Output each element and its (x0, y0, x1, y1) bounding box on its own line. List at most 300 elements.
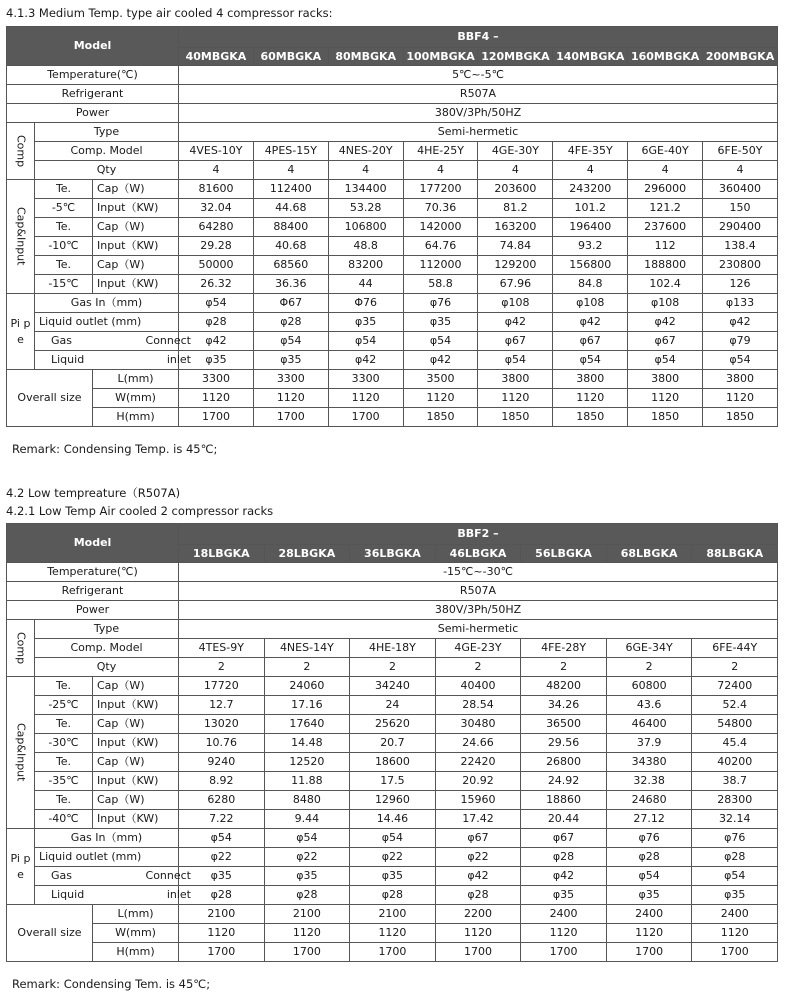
liquid-outlet-value: φ22 (435, 848, 521, 867)
input-value: 17.16 (264, 696, 350, 715)
model-name-header: 140MBGKA (553, 48, 628, 66)
gas-connect-value: φ35 (264, 867, 350, 886)
input-value: 26.32 (179, 275, 254, 294)
cap-value: 40200 (692, 753, 778, 772)
width-value: 1120 (179, 389, 254, 408)
table-row (7, 943, 778, 962)
input-value: 126 (703, 275, 778, 294)
cap-value: 24680 (606, 791, 692, 810)
liquid-inlet-value: φ35 (253, 351, 328, 370)
comp-model-value: 4VES-10Y (179, 142, 254, 161)
cap-label: Cap（W) (93, 791, 179, 810)
table-row (7, 715, 778, 734)
input-label: Input（KW) (93, 275, 179, 294)
input-value: 32.38 (606, 772, 692, 791)
input-value: 121.2 (628, 199, 703, 218)
liquid-inlet-value: φ54 (628, 351, 703, 370)
height-value: 1700 (692, 943, 778, 962)
qty-value: 2 (350, 658, 436, 677)
cap-value: 290400 (703, 218, 778, 237)
table-row (7, 370, 778, 389)
table-row (7, 27, 778, 48)
cap-value: 25620 (350, 715, 436, 734)
cap-value: 237600 (628, 218, 703, 237)
refrigerant-label: Refrigerant (7, 85, 179, 104)
qty-value: 4 (703, 161, 778, 180)
length-value: 2400 (521, 905, 607, 924)
liquid-inlet-value: φ54 (553, 351, 628, 370)
input-value: 9.44 (264, 810, 350, 829)
qty-value: 4 (628, 161, 703, 180)
length-value: 3300 (253, 370, 328, 389)
input-value: 44 (328, 275, 403, 294)
width-value: 1120 (253, 389, 328, 408)
cap-value: 22420 (435, 753, 521, 772)
te-value: -25℃ (35, 696, 93, 715)
comp-model-label: Comp. Model (35, 142, 179, 161)
input-value: 64.76 (403, 237, 478, 256)
liquid-inlet-value: φ28 (435, 886, 521, 905)
gas-connect-value: φ42 (179, 332, 254, 351)
liquid-outlet-value: φ28 (521, 848, 607, 867)
input-value: 138.4 (703, 237, 778, 256)
height-label: H(mm) (93, 943, 179, 962)
table-row (7, 639, 778, 658)
table-row (7, 332, 778, 351)
gas-in-value: φ76 (606, 829, 692, 848)
height-value: 1700 (264, 943, 350, 962)
cap-value: 203600 (478, 180, 553, 199)
height-value: 1700 (253, 408, 328, 427)
temperature-label: Temperature(℃) (7, 66, 179, 85)
input-value: 44.68 (253, 199, 328, 218)
comp-model-value: 4HE-18Y (350, 639, 436, 658)
gas-in-value: Φ67 (253, 294, 328, 313)
qty-label: Qty (35, 658, 179, 677)
liquid-outlet-value: φ42 (478, 313, 553, 332)
gas-connect-value: φ79 (703, 332, 778, 351)
length-value: 3300 (328, 370, 403, 389)
input-value: 70.36 (403, 199, 478, 218)
liquid-inlet-label (35, 886, 191, 905)
input-value: 20.92 (435, 772, 521, 791)
length-value: 2100 (350, 905, 436, 924)
cap-value: 83200 (328, 256, 403, 275)
width-value: 1120 (553, 389, 628, 408)
liquid-inlet-value: φ28 (350, 886, 436, 905)
section1-remark: Remark: Condensing Temp. is 45℃; (12, 442, 218, 456)
height-value: 1700 (179, 408, 254, 427)
length-value: 3800 (478, 370, 553, 389)
qty-value: 2 (179, 658, 265, 677)
overall-size-label: Overall size (7, 905, 93, 962)
length-value: 2400 (692, 905, 778, 924)
height-value: 1700 (606, 943, 692, 962)
length-value: 3800 (628, 370, 703, 389)
gas-in-value: φ133 (703, 294, 778, 313)
section2-heading-main: 4.2 Low tempreature（R507A) (6, 486, 181, 500)
model-name-header: 46LBGKA (435, 545, 521, 563)
table-row (7, 275, 778, 294)
width-value: 1120 (350, 924, 436, 943)
liquid-inlet-value: φ35 (692, 886, 778, 905)
te-label: Te. (35, 753, 93, 772)
model-name-header: 80MBGKA (328, 48, 403, 66)
cap-value: 18860 (521, 791, 607, 810)
length-value: 2200 (435, 905, 521, 924)
input-value: 38.7 (692, 772, 778, 791)
cap-value: 18600 (350, 753, 436, 772)
qty-value: 2 (692, 658, 778, 677)
cap-value: 142000 (403, 218, 478, 237)
model-name-header: 200MBGKA (703, 48, 778, 66)
gas-connect-label (35, 867, 191, 886)
model-name-header: 88LBGKA (692, 545, 778, 563)
table-row (7, 199, 778, 218)
cap-value: 230800 (703, 256, 778, 275)
gas-in-value: φ76 (692, 829, 778, 848)
power-value: 380V/3Ph/50HZ (179, 104, 778, 123)
te-label: Te. (35, 180, 93, 199)
length-value: 2400 (606, 905, 692, 924)
cap-value: 54800 (692, 715, 778, 734)
table-row (7, 582, 778, 601)
cap-value: 72400 (692, 677, 778, 696)
qty-value: 2 (435, 658, 521, 677)
input-value: 37.9 (606, 734, 692, 753)
table-row (7, 408, 778, 427)
width-value: 1120 (328, 389, 403, 408)
comp-type-value: Semi-hermetic (179, 123, 778, 142)
liquid-outlet-value: φ22 (350, 848, 436, 867)
comp-side-label: Comp (7, 620, 35, 677)
input-label: Input（KW) (93, 237, 179, 256)
cap-label: Cap（W) (93, 677, 179, 696)
input-value: 81.2 (478, 199, 553, 218)
input-value: 20.44 (521, 810, 607, 829)
input-value: 14.48 (264, 734, 350, 753)
input-label: Input（KW) (93, 696, 179, 715)
comp-model-value: 4NES-20Y (328, 142, 403, 161)
width-label: W(mm) (93, 389, 179, 408)
table-row (7, 886, 778, 905)
length-value: 3500 (403, 370, 478, 389)
cap-label: Cap（W) (93, 753, 179, 772)
cap-value: 177200 (403, 180, 478, 199)
cap-value: 360400 (703, 180, 778, 199)
gas-connect-value: φ35 (179, 867, 265, 886)
table-row (7, 791, 778, 810)
table-row (7, 734, 778, 753)
cap-label: Cap（W) (93, 180, 179, 199)
cap-label: Cap（W) (93, 256, 179, 275)
qty-value: 2 (606, 658, 692, 677)
liquid-inlet-value: φ35 (606, 886, 692, 905)
width-value: 1120 (703, 389, 778, 408)
gas-connect-label-label-right: Connect (145, 869, 191, 882)
cap-input-side-label: Cap&Input (7, 677, 35, 829)
input-value: 45.4 (692, 734, 778, 753)
table-row (7, 313, 778, 332)
liquid-outlet-value: φ22 (179, 848, 265, 867)
liquid-inlet-value: φ42 (328, 351, 403, 370)
qty-value: 2 (264, 658, 350, 677)
table-row (7, 677, 778, 696)
gas-in-value: φ108 (553, 294, 628, 313)
te-label: Te. (35, 791, 93, 810)
liquid-inlet-value: φ42 (403, 351, 478, 370)
liquid-outlet-value: φ22 (264, 848, 350, 867)
comp-model-value: 4TES-9Y (179, 639, 265, 658)
gas-in-label: Gas In（mm) (35, 294, 179, 313)
gas-connect-label-label-right: Connect (145, 334, 191, 347)
cap-value: 196400 (553, 218, 628, 237)
cap-value: 296000 (628, 180, 703, 199)
qty-value: 4 (478, 161, 553, 180)
table-row (7, 810, 778, 829)
model-name-header: 60MBGKA (253, 48, 328, 66)
model-name-header: 120MBGKA (478, 48, 553, 66)
cap-value: 24060 (264, 677, 350, 696)
table-row (7, 85, 778, 104)
input-label: Input（KW) (93, 734, 179, 753)
comp-model-value: 4PES-15Y (253, 142, 328, 161)
length-value: 3300 (179, 370, 254, 389)
te-value: -5℃ (35, 199, 93, 218)
cap-value: 50000 (179, 256, 254, 275)
cap-value: 15960 (435, 791, 521, 810)
liquid-inlet-label (35, 351, 191, 370)
width-value: 1120 (179, 924, 265, 943)
power-label: Power (7, 601, 179, 620)
width-value: 1120 (521, 924, 607, 943)
pipe-side-label: Pi p e (7, 294, 35, 370)
input-value: 36.36 (253, 275, 328, 294)
input-value: 14.46 (350, 810, 436, 829)
height-value: 1700 (521, 943, 607, 962)
te-value: -35℃ (35, 772, 93, 791)
input-value: 27.12 (606, 810, 692, 829)
table-row (7, 753, 778, 772)
te-label: Te. (35, 256, 93, 275)
input-value: 58.8 (403, 275, 478, 294)
section1-heading: 4.1.3 Medium Temp. type air cooled 4 compressor racks: (6, 6, 333, 20)
gas-connect-value: φ54 (606, 867, 692, 886)
input-value: 40.68 (253, 237, 328, 256)
cap-value: 112400 (253, 180, 328, 199)
overall-size-label: Overall size (7, 370, 93, 427)
input-value: 17.5 (350, 772, 436, 791)
gas-in-value: φ67 (521, 829, 607, 848)
comp-model-value: 6GE-40Y (628, 142, 703, 161)
input-value: 10.76 (179, 734, 265, 753)
height-value: 1700 (350, 943, 436, 962)
liquid-inlet-value: φ54 (703, 351, 778, 370)
qty-value: 4 (253, 161, 328, 180)
table-row (7, 696, 778, 715)
height-value: 1850 (403, 408, 478, 427)
liquid-outlet-value: φ28 (606, 848, 692, 867)
cap-value: 13020 (179, 715, 265, 734)
input-value: 17.42 (435, 810, 521, 829)
height-value: 1700 (328, 408, 403, 427)
height-value: 1700 (179, 943, 265, 962)
height-value: 1850 (703, 408, 778, 427)
gas-connect-value: φ67 (478, 332, 553, 351)
comp-model-value: 4GE-30Y (478, 142, 553, 161)
liquid-inlet-label-label-right: inlet (166, 888, 191, 901)
liquid-inlet-value: φ54 (478, 351, 553, 370)
liquid-outlet-label: Liquid outlet (mm) (35, 848, 179, 867)
input-value: 20.7 (350, 734, 436, 753)
width-value: 1120 (264, 924, 350, 943)
comp-model-value: 6GE-34Y (606, 639, 692, 658)
table-row (7, 601, 778, 620)
cap-value: 28300 (692, 791, 778, 810)
input-value: 24.66 (435, 734, 521, 753)
power-value: 380V/3Ph/50HZ (179, 601, 778, 620)
model-name-header: 28LBGKA (264, 545, 350, 563)
refrigerant-value: R507A (179, 85, 778, 104)
input-value: 11.88 (264, 772, 350, 791)
liquid-inlet-label-label-left: Liquid (51, 353, 85, 366)
liquid-inlet-value: φ28 (179, 886, 265, 905)
table-row (7, 237, 778, 256)
section2-heading: 4.2.1 Low Temp Air cooled 2 compressor racks (6, 504, 274, 518)
cap-value: 9240 (179, 753, 265, 772)
input-value: 84.8 (553, 275, 628, 294)
length-label: L(mm) (93, 370, 179, 389)
table-row (7, 256, 778, 275)
cap-label: Cap（W) (93, 715, 179, 734)
input-value: 102.4 (628, 275, 703, 294)
input-value: 48.8 (328, 237, 403, 256)
model-header: Model (7, 524, 179, 563)
comp-model-value: 4FE-28Y (521, 639, 607, 658)
gas-connect-label (35, 332, 191, 351)
cap-value: 34240 (350, 677, 436, 696)
width-value: 1120 (403, 389, 478, 408)
length-value: 2100 (264, 905, 350, 924)
cap-value: 156800 (553, 256, 628, 275)
table-row (7, 905, 778, 924)
cap-value: 36500 (521, 715, 607, 734)
table-row (7, 351, 778, 370)
liquid-inlet-value: φ28 (264, 886, 350, 905)
input-value: 28.54 (435, 696, 521, 715)
input-value: 32.04 (179, 199, 254, 218)
gas-connect-label-label-left: Gas (51, 869, 72, 882)
height-label: H(mm) (93, 408, 179, 427)
height-value: 1850 (553, 408, 628, 427)
cap-value: 40400 (435, 677, 521, 696)
input-value: 74.84 (478, 237, 553, 256)
gas-connect-value: φ42 (435, 867, 521, 886)
cap-value: 12520 (264, 753, 350, 772)
comp-side-label: Comp (7, 123, 35, 180)
liquid-outlet-value: φ35 (403, 313, 478, 332)
cap-value: 17640 (264, 715, 350, 734)
liquid-outlet-value: φ42 (703, 313, 778, 332)
comp-type-label: Type (35, 123, 179, 142)
liquid-inlet-value: φ35 (521, 886, 607, 905)
input-label: Input（KW) (93, 199, 179, 218)
table-row (7, 294, 778, 313)
gas-in-value: φ54 (264, 829, 350, 848)
model-name-header: 100MBGKA (403, 48, 478, 66)
input-label: Input（KW) (93, 810, 179, 829)
qty-value: 4 (403, 161, 478, 180)
cap-value: 17720 (179, 677, 265, 696)
comp-type-value: Semi-hermetic (179, 620, 778, 639)
gas-connect-value: φ42 (521, 867, 607, 886)
refrigerant-label: Refrigerant (7, 582, 179, 601)
gas-connect-value: φ67 (628, 332, 703, 351)
power-label: Power (7, 104, 179, 123)
qty-label: Qty (35, 161, 179, 180)
input-value: 24.92 (521, 772, 607, 791)
model-name-header: 56LBGKA (521, 545, 607, 563)
table-row (7, 848, 778, 867)
liquid-inlet-value: φ35 (179, 351, 254, 370)
qty-value: 4 (328, 161, 403, 180)
input-value: 29.28 (179, 237, 254, 256)
input-value: 34.26 (521, 696, 607, 715)
cap-value: 163200 (478, 218, 553, 237)
spec-table-4-compressor (6, 26, 778, 427)
te-label: Te. (35, 218, 93, 237)
model-name-header: 18LBGKA (179, 545, 265, 563)
gas-in-value: φ54 (179, 829, 265, 848)
input-value: 101.2 (553, 199, 628, 218)
cap-value: 48200 (521, 677, 607, 696)
gas-in-value: φ54 (350, 829, 436, 848)
gas-connect-value: φ54 (692, 867, 778, 886)
table-row (7, 161, 778, 180)
input-value: 29.56 (521, 734, 607, 753)
input-value: 43.6 (606, 696, 692, 715)
gas-in-value: φ108 (628, 294, 703, 313)
length-label: L(mm) (93, 905, 179, 924)
width-value: 1120 (478, 389, 553, 408)
gas-in-value: φ54 (179, 294, 254, 313)
comp-model-value: 4HE-25Y (403, 142, 478, 161)
gas-connect-value: φ54 (253, 332, 328, 351)
te-value: -30℃ (35, 734, 93, 753)
gas-in-value: φ67 (435, 829, 521, 848)
refrigerant-value: R507A (179, 582, 778, 601)
cap-input-side-label: Cap&Input (7, 180, 35, 294)
table-row (7, 924, 778, 943)
liquid-outlet-value: φ42 (553, 313, 628, 332)
cap-value: 34380 (606, 753, 692, 772)
table-row (7, 867, 778, 886)
table-row (7, 829, 778, 848)
input-value: 93.2 (553, 237, 628, 256)
cap-value: 46400 (606, 715, 692, 734)
cap-value: 30480 (435, 715, 521, 734)
input-value: 12.7 (179, 696, 265, 715)
cap-value: 134400 (328, 180, 403, 199)
table-row (7, 142, 778, 161)
gas-in-value: φ76 (403, 294, 478, 313)
cap-value: 106800 (328, 218, 403, 237)
table-row (7, 563, 778, 582)
model-name-header: 36LBGKA (350, 545, 436, 563)
gas-connect-value: φ67 (553, 332, 628, 351)
cap-label: Cap（W) (93, 218, 179, 237)
comp-type-label: Type (35, 620, 179, 639)
